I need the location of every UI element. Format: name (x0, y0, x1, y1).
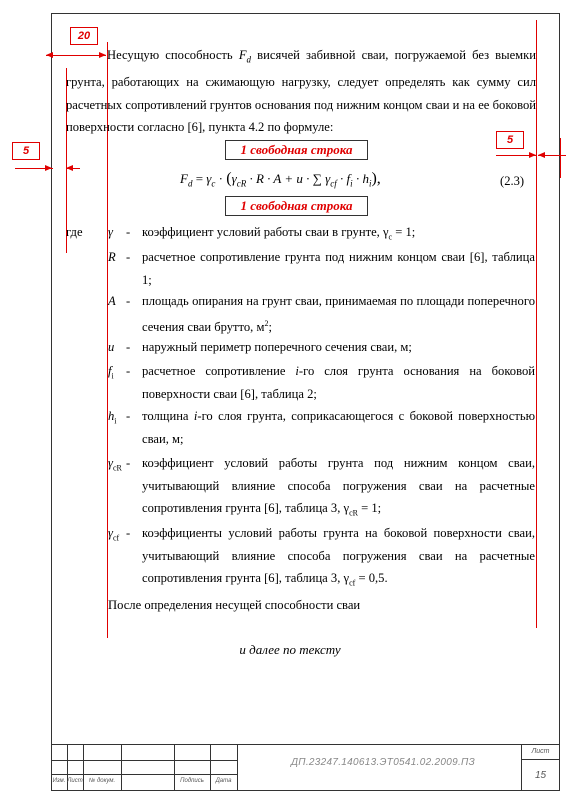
definition-text: расчетное сопротивление грунта под нижним концом сваи [6], таблица 1; (142, 250, 535, 287)
formula-gamma-c-sub: c (211, 178, 216, 189)
intro-text-after: висячей забивной сваи, погружаемой без выемки грунта, работающих на сжимающую нагрузку, следует определять как сумму сил расчетных сопротивлений грунтов основания под нижним концом сваи и на ее боковой поверхности согласно [6], пункта 4.2 по формуле: (66, 48, 536, 135)
document-number: ДП.23247.140613.ЭТ0541.02.2009.ПЗ (290, 757, 476, 768)
left-dimension-arrow (45, 165, 52, 171)
top-margin-dimension: 20 (70, 27, 98, 45)
left-dimension-arrow-2 (66, 165, 73, 171)
formula (180, 170, 381, 193)
intro-text-before: Несущую способность (107, 48, 239, 62)
stamp-line (521, 759, 560, 760)
definition-symbol: R (108, 250, 116, 264)
formula-mid3: · h (352, 171, 369, 186)
definition-dash: - (126, 364, 131, 378)
outro-paragraph: После определения несущей способности сваи (108, 598, 361, 612)
formula-h-sub: i (368, 178, 372, 189)
blank-line-note-below: 1 свободная строка (225, 196, 368, 216)
formula-lhs: F (180, 171, 188, 186)
left-offset-dimension: 5 (12, 142, 40, 160)
stamp-label-sheet: Лист (67, 778, 83, 784)
definition-symbol: u (108, 340, 115, 354)
right-dimension-arrow (529, 152, 536, 158)
definition-symbol: A (108, 294, 116, 308)
frame-right-guide-line (560, 138, 561, 178)
formula-gamma-cf: γ (325, 171, 331, 186)
formula-open: ( (226, 170, 232, 187)
formula-gamma-cr-sub: cR (236, 178, 247, 189)
formula-eq: = (192, 171, 207, 186)
continuation-note: и далее по тексту (239, 642, 341, 657)
definition-symbol: $\gamma_{cR}$ (108, 456, 122, 473)
formula-mid: · R · A + u · ∑ (246, 171, 326, 186)
stamp-label-page: Лист (531, 748, 550, 755)
formula-mid2: · f (336, 171, 351, 186)
stamp-line (51, 744, 560, 745)
definition-text: толщина i-го слоя грунта, соприкасающегося с боковой поверхностью сваи, м; (142, 409, 535, 446)
stamp-label-change: Изм. (52, 778, 66, 784)
intro-paragraph (66, 44, 536, 139)
definition-dash: - (126, 294, 131, 308)
formula-gamma-cf-sub: cf (330, 178, 337, 189)
intro-symbol: F (238, 48, 247, 62)
definition-dash: - (126, 456, 131, 470)
definition-dash: - (126, 250, 131, 264)
definition-symbol: $f_i$ (108, 364, 114, 381)
definition-text: коэффициенты условий работы грунта на боковой поверхности сваи, учитывающий влияние способа погружения сваи на расчетные сопротивления грунта [6], таблица 3, $\gamma_{cf} = 0,5$. (142, 526, 535, 588)
top-dimension-arrow-left (46, 52, 53, 58)
intro-symbol-sub: d (246, 54, 252, 65)
definition-dash: - (126, 409, 131, 423)
definition-text: наружный периметр поперечного сечения сваи, м; (142, 340, 412, 354)
definition-dash: - (126, 225, 131, 239)
formula-lhs-sub: d (187, 178, 193, 189)
definition-symbol: $h_i$ (108, 409, 117, 426)
formula-f-sub: i (350, 178, 353, 189)
definition-dash: - (126, 526, 131, 540)
definition-symbol: $\gamma_{cf}$ (108, 526, 120, 543)
text-right-guide-line (536, 20, 537, 628)
formula-number: (2.3) (500, 174, 525, 188)
stamp-line (237, 744, 238, 791)
formula-dot: · (215, 171, 227, 186)
definition-text: коэффициент условий работы сваи в грунте, $\gamma_c = 1$; (142, 225, 416, 242)
definition-text: коэффициент условий работы грунта под нижним концом сваи, учитывающий влияние способа погружения сваи на расчетные сопротивления грунта [6], таблица 3, $\gamma_{cR} = 1$; (142, 456, 535, 518)
stamp-label-document: № докум. (88, 778, 116, 784)
stamp-label-signature: Подпись (180, 778, 204, 784)
definition-dash: - (126, 340, 131, 354)
where-label: где (66, 225, 83, 239)
formula-gamma-cr: γ (231, 171, 237, 186)
formula-gamma-c: γ (206, 171, 212, 186)
right-offset-dimension: 5 (496, 131, 524, 149)
stamp-line (121, 744, 122, 791)
stamp-page-number: 15 (534, 770, 547, 781)
definition-text: площадь опирания на грунт сваи, принимаемая по площади поперечного сечения сваи брутто, $м^2$; (142, 294, 535, 334)
definition-text: расчетное сопротивление i-го слоя грунта основания на боковой поверхности сваи [6], таблица 2; (142, 364, 535, 401)
blank-line-note-above: 1 свободная строка (225, 140, 368, 160)
definition-symbol: γ (108, 225, 113, 239)
right-dimension-arrow-2 (538, 152, 545, 158)
formula-close: ), (371, 170, 381, 187)
stamp-label-date: Дата (215, 778, 232, 784)
